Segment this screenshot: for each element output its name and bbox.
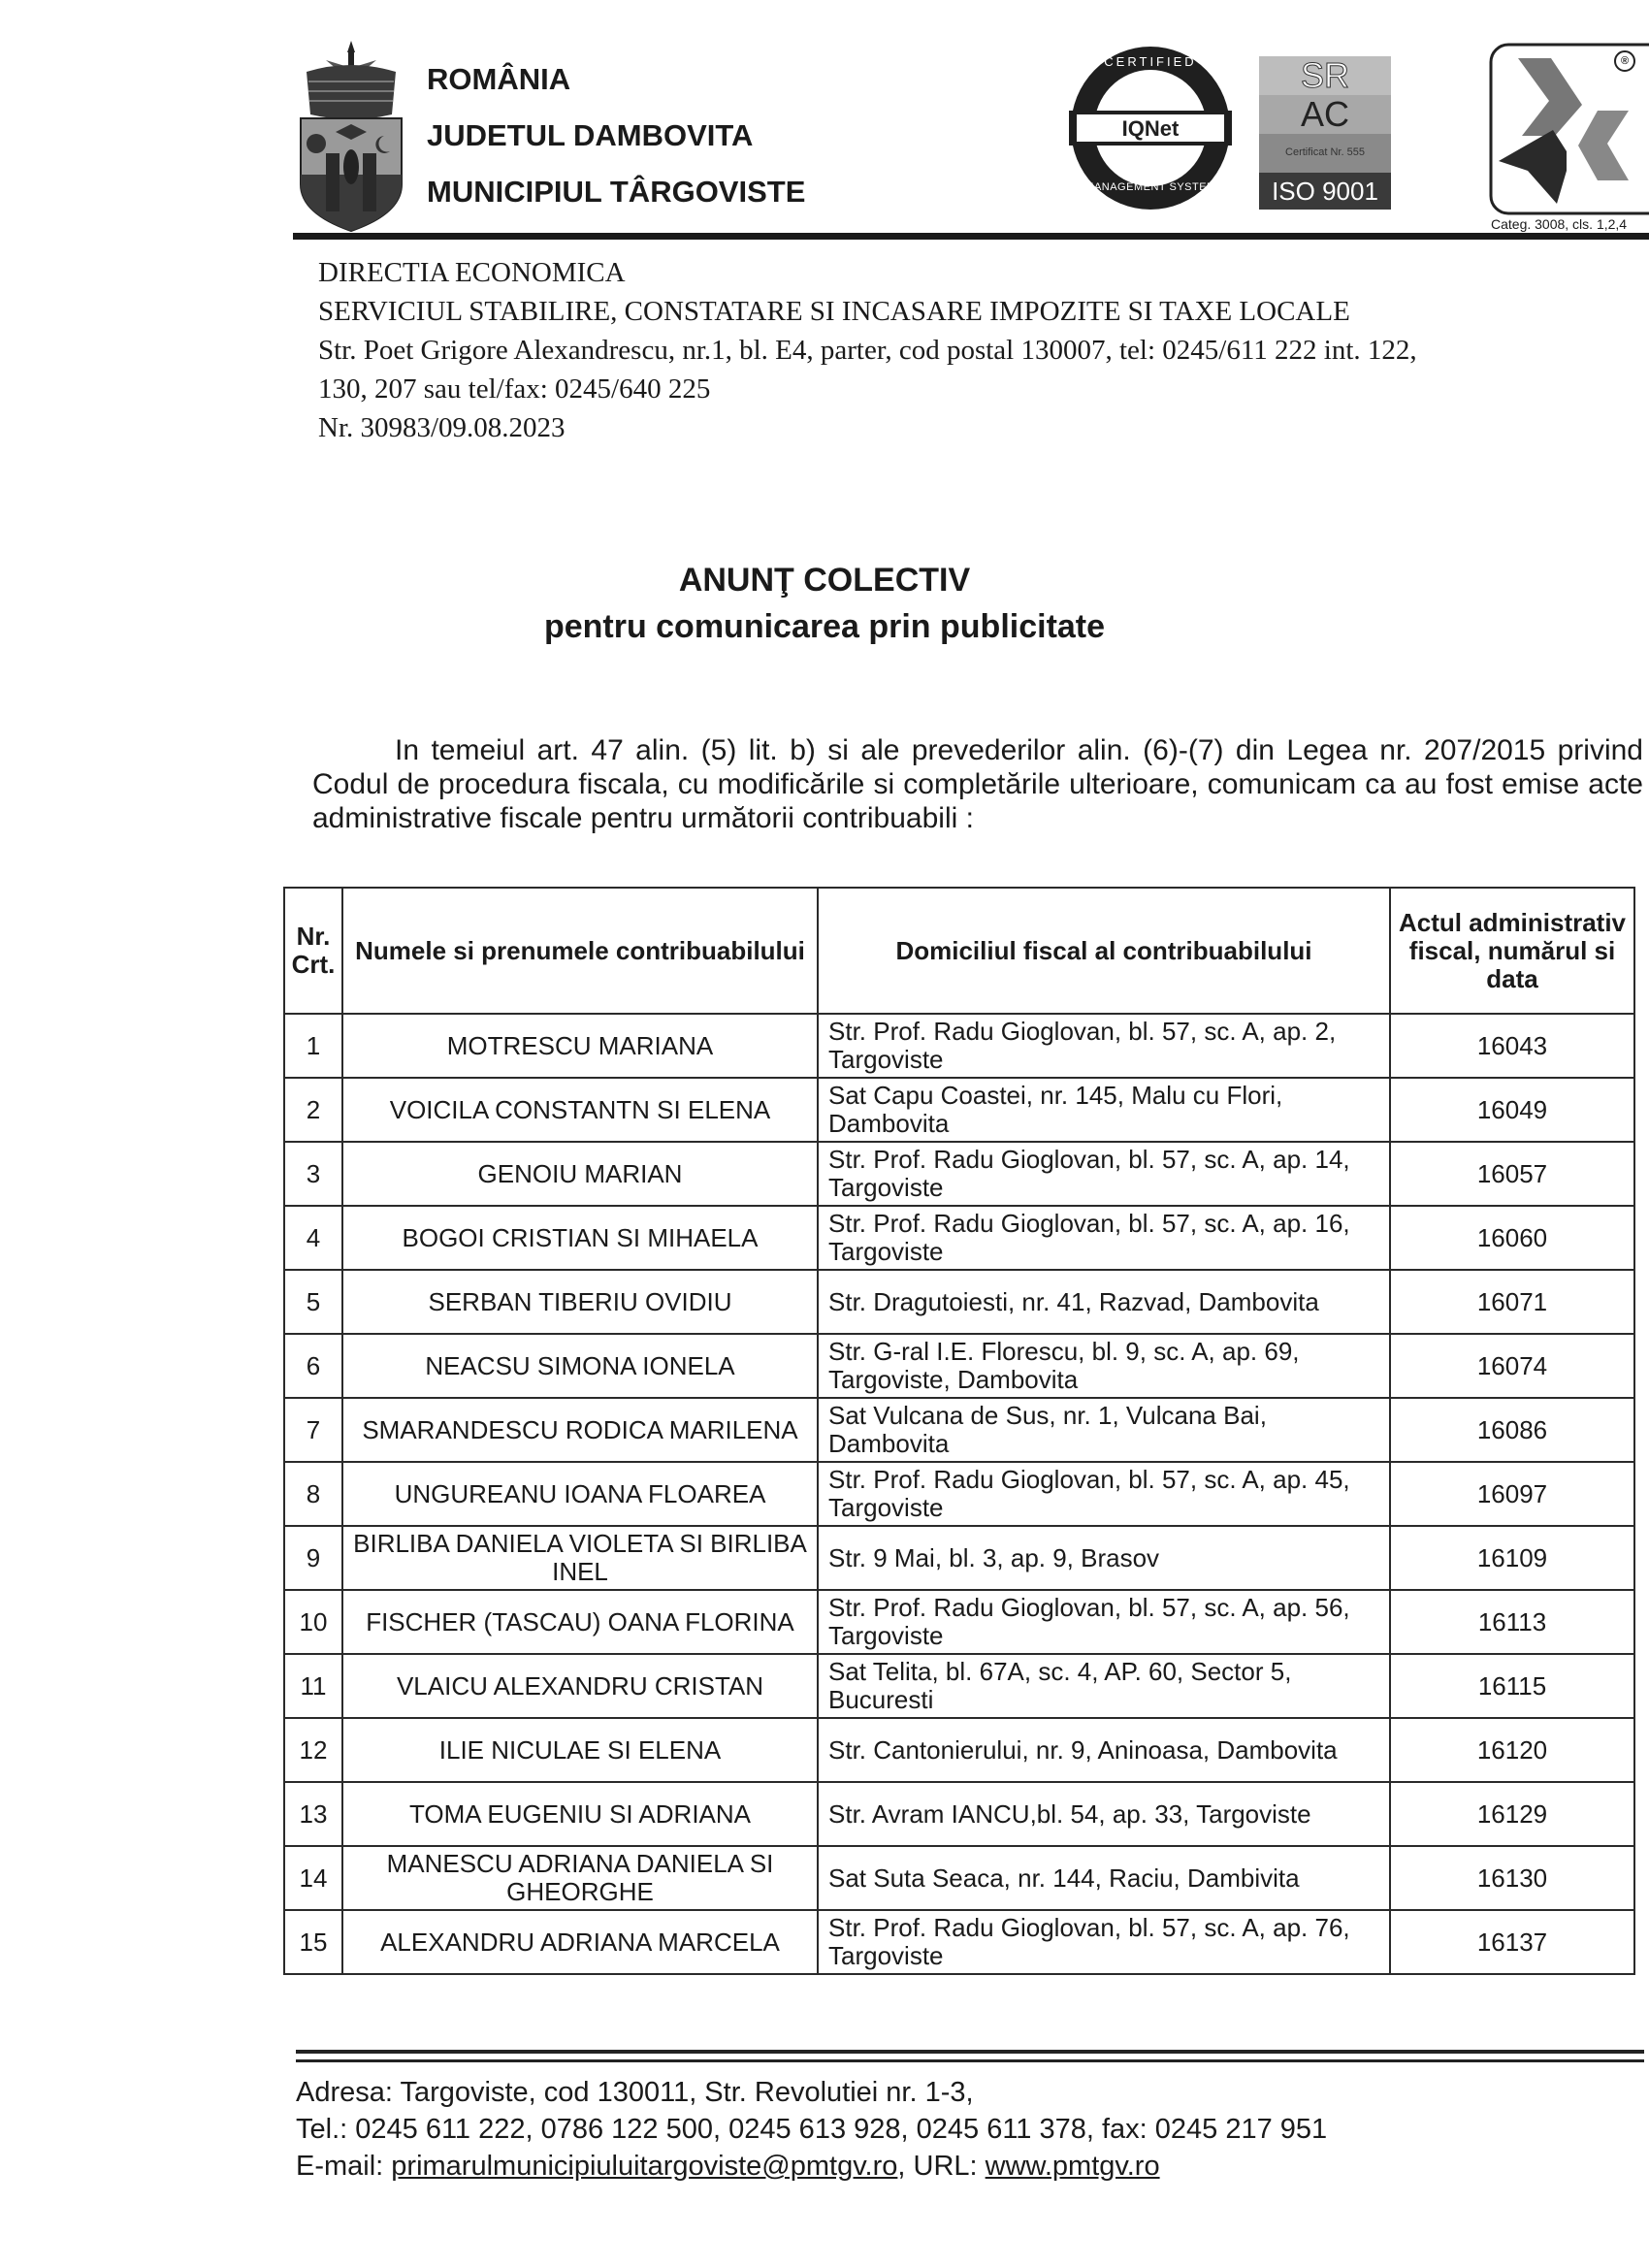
iqnet-bottom-text: MANAGEMENT SYSTEM (1084, 181, 1216, 193)
iqnet-wordmark: IQNet (1121, 116, 1180, 141)
registered-mark: ® (1614, 50, 1635, 72)
header-country: ROMÂNIA (427, 62, 571, 96)
sender-address-line2: 130, 207 sau tel/fax: 0245/640 225 (318, 373, 711, 405)
taxpayer-address: Str. Prof. Radu Gioglovan, bl. 57, sc. A, ap. 2, Targoviste (818, 1014, 1390, 1078)
fiscal-act-number: 16074 (1390, 1334, 1634, 1398)
taxpayer-name: ALEXANDRU ADRIANA MARCELA (342, 1910, 818, 1974)
taxpayer-address: Sat Telita, bl. 67A, sc. 4, AP. 60, Sector 5, Bucuresti (818, 1654, 1390, 1718)
column-header-nr: Nr. Crt. (284, 888, 342, 1014)
fiscal-act-number: 16049 (1390, 1078, 1634, 1142)
srac-sr: SR (1300, 55, 1349, 95)
table-row (284, 1846, 1634, 1910)
footer-email-link[interactable]: primarulmunicipiuluitargoviste@pmtgv.ro (391, 2151, 898, 2182)
row-number: 10 (284, 1590, 342, 1654)
srac-iso-logo (1259, 56, 1391, 210)
table-row (284, 1590, 1634, 1654)
fiscal-act-number: 16120 (1390, 1718, 1634, 1782)
row-number: 13 (284, 1782, 342, 1846)
taxpayer-name: VOICILA CONSTANTN SI ELENA (342, 1078, 818, 1142)
column-header-address: Domiciliul fiscal al contribuabilului (818, 888, 1390, 1014)
column-header-name: Numele si prenumele contribuabilului (342, 888, 818, 1014)
taxpayer-address: Str. Prof. Radu Gioglovan, bl. 57, sc. A, ap. 16, Targoviste (818, 1206, 1390, 1270)
row-number: 12 (284, 1718, 342, 1782)
table-row (284, 1270, 1634, 1334)
table-row (284, 1462, 1634, 1526)
srac-cert-number: Certificat Nr. 555 (1285, 146, 1365, 158)
fiscal-act-number: 16129 (1390, 1782, 1634, 1846)
fiscal-act-number: 16043 (1390, 1014, 1634, 1078)
taxpayer-name: NEACSU SIMONA IONELA (342, 1334, 818, 1398)
row-number: 5 (284, 1270, 342, 1334)
row-number: 15 (284, 1910, 342, 1974)
taxpayer-address: Sat Capu Coastei, nr. 145, Malu cu Flori, Dambovita (818, 1078, 1390, 1142)
logo-category-caption: Categ. 3008, cls. 1,2,4 (1491, 217, 1628, 232)
taxpayer-address: Str. Cantonierului, nr. 9, Aninoasa, Dambovita (818, 1718, 1390, 1782)
table-row (284, 1910, 1634, 1974)
row-number: 2 (284, 1078, 342, 1142)
footer-email-label: E-mail: (296, 2151, 392, 2182)
taxpayer-name: FISCHER (TASCAU) OANA FLORINA (342, 1590, 818, 1654)
taxpayer-name: BOGOI CRISTIAN SI MIHAELA (342, 1206, 818, 1270)
table-row (284, 1142, 1634, 1206)
srac-ac: AC (1300, 94, 1349, 134)
row-number: 7 (284, 1398, 342, 1462)
row-number: 11 (284, 1654, 342, 1718)
taxpayer-name: SMARANDESCU RODICA MARILENA (342, 1398, 818, 1462)
taxpayer-address: Str. Avram IANCU,bl. 54, ap. 33, Targoviste (818, 1782, 1390, 1846)
row-number: 4 (284, 1206, 342, 1270)
document-reference-number: Nr. 30983/09.08.2023 (318, 412, 566, 443)
table-row (284, 1334, 1634, 1398)
table-row (284, 1718, 1634, 1782)
row-number: 9 (284, 1526, 342, 1590)
fiscal-act-number: 16097 (1390, 1462, 1634, 1526)
table-row (284, 1206, 1634, 1270)
taxpayer-address: Sat Suta Seaca, nr. 144, Raciu, Dambivita (818, 1846, 1390, 1910)
table-row (284, 1782, 1634, 1846)
footer-url-link[interactable]: www.pmtgv.ro (985, 2151, 1160, 2182)
sender-address-line1: Str. Poet Grigore Alexandrescu, nr.1, bl. E4, parter, cod postal 130007, tel: 0245/611 222 int. 122, (318, 335, 1417, 366)
table-row (284, 1398, 1634, 1462)
intro-paragraph: In temeiul art. 47 alin. (5) lit. b) si ale prevederilor alin. (6)-(7) din Legea nr. 207/2015 privind Codul de procedura fiscala, cu modificările si completările ulterioare, comunicam ca au fost emise acte administrative fiscale pentru următorii contribuabili : (312, 734, 1643, 834)
iqnet-top-text: CERTIFIED (1104, 54, 1197, 69)
taxpayer-name: TOMA EUGENIU SI ADRIANA (342, 1782, 818, 1846)
document-subtitle: pentru comunicarea prin publicitate (543, 608, 1106, 645)
fiscal-act-number: 16071 (1390, 1270, 1634, 1334)
table-row (284, 1078, 1634, 1142)
sender-department: DIRECTIA ECONOMICA (318, 257, 626, 288)
taxpayer-name: UNGUREANU IOANA FLOAREA (342, 1462, 818, 1526)
footer-address: Adresa: Targoviste, cod 130011, Str. Revolutiei nr. 1-3, (296, 2077, 974, 2108)
taxpayer-name: SERBAN TIBERIU OVIDIU (342, 1270, 818, 1334)
taxpayer-address: Sat Vulcana de Sus, nr. 1, Vulcana Bai, Dambovita (818, 1398, 1390, 1462)
table-row (284, 1526, 1634, 1590)
fiscal-act-number: 16057 (1390, 1142, 1634, 1206)
fiscal-act-number: 16113 (1390, 1590, 1634, 1654)
taxpayer-address: Str. Prof. Radu Gioglovan, bl. 57, sc. A, ap. 76, Targoviste (818, 1910, 1390, 1974)
footer-divider-top (296, 2050, 1644, 2054)
footer-contact (296, 2150, 1160, 2183)
taxpayer-address: Str. Dragutoiesti, nr. 41, Razvad, Dambovita (818, 1270, 1390, 1334)
taxpayer-name: ILIE NICULAE SI ELENA (342, 1718, 818, 1782)
row-number: 6 (284, 1334, 342, 1398)
taxpayer-address: Str. Prof. Radu Gioglovan, bl. 57, sc. A, ap. 56, Targoviste (818, 1590, 1390, 1654)
footer-url-label: , URL: (897, 2151, 986, 2182)
taxpayer-address: Str. Prof. Radu Gioglovan, bl. 57, sc. A, ap. 45, Targoviste (818, 1462, 1390, 1526)
taxpayer-address: Str. 9 Mai, bl. 3, ap. 9, Brasov (818, 1526, 1390, 1590)
srac-iso-9001: ISO 9001 (1259, 173, 1391, 210)
taxpayer-address: Str. Prof. Radu Gioglovan, bl. 57, sc. A, ap. 14, Targoviste (818, 1142, 1390, 1206)
row-number: 1 (284, 1014, 342, 1078)
row-number: 8 (284, 1462, 342, 1526)
fiscal-act-number: 16130 (1390, 1846, 1634, 1910)
header-divider (293, 233, 1649, 240)
row-number: 14 (284, 1846, 342, 1910)
coat-of-arms-logo (297, 39, 405, 233)
fiscal-act-number: 16060 (1390, 1206, 1634, 1270)
fiscal-act-number: 16109 (1390, 1526, 1634, 1590)
taxpayer-address: Str. G-ral I.E. Florescu, bl. 9, sc. A, ap. 69, Targoviste, Dambovita (818, 1334, 1390, 1398)
footer-divider-bottom (296, 2059, 1644, 2062)
taxpayer-name: MANESCU ADRIANA DANIELA SI GHEORGHE (342, 1846, 818, 1910)
row-number: 3 (284, 1142, 342, 1206)
taxpayer-name: VLAICU ALEXANDRU CRISTAN (342, 1654, 818, 1718)
header-county: JUDETUL DAMBOVITA (427, 118, 754, 152)
table-row (284, 1014, 1634, 1078)
fiscal-act-number: 16137 (1390, 1910, 1634, 1974)
table-header-row (284, 888, 1634, 1014)
footer-phones: Tel.: 0245 611 222, 0786 122 500, 0245 613 928, 0245 611 378, fax: 0245 217 951 (296, 2114, 1328, 2145)
taxpayer-name: GENOIU MARIAN (342, 1142, 818, 1206)
sender-service: SERVICIUL STABILIRE, CONSTATARE SI INCASARE IMPOZITE SI TAXE LOCALE (318, 296, 1350, 327)
table-row (284, 1654, 1634, 1718)
taxpayers-table (283, 887, 1635, 1975)
taxpayer-name: BIRLIBA DANIELA VIOLETA SI BIRLIBA INEL (342, 1526, 818, 1590)
header-municipality: MUNICIPIUL TÂRGOVISTE (427, 175, 806, 209)
fiscal-act-number: 16115 (1390, 1654, 1634, 1718)
column-header-act: Actul administrativ fiscal, numărul si data (1390, 888, 1634, 1014)
taxpayer-name: MOTRESCU MARIANA (342, 1014, 818, 1078)
document-title: ANUNŢ COLECTIV (678, 562, 971, 599)
fiscal-act-number: 16086 (1390, 1398, 1634, 1462)
